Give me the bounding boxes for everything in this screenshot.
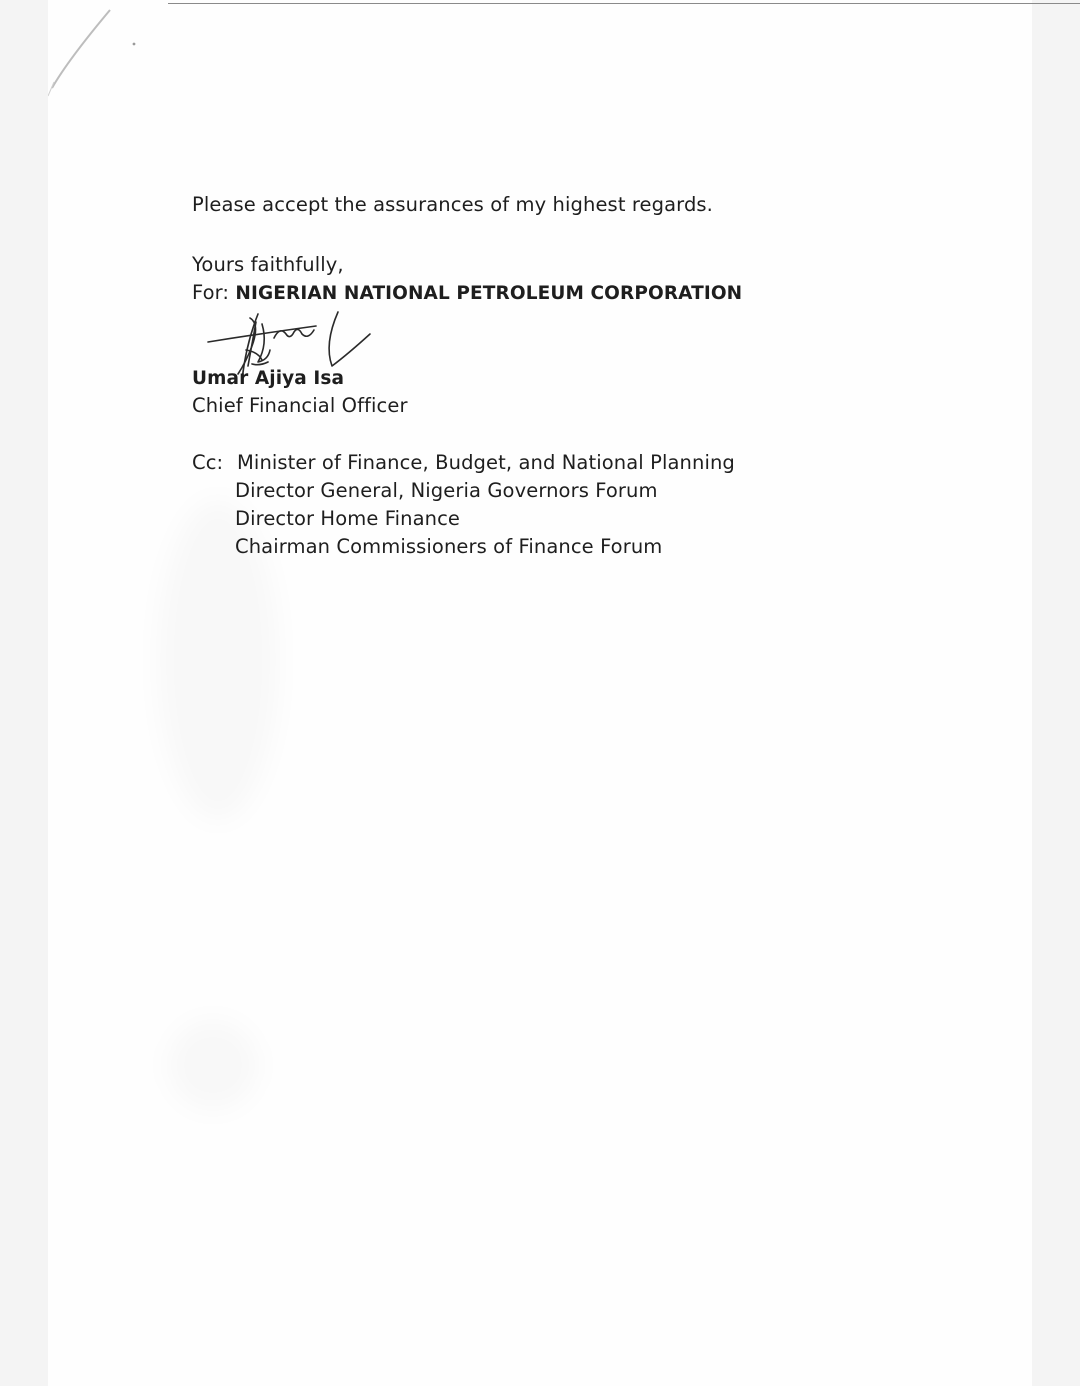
signatory-name: Umar Ajiya Isa <box>192 368 345 389</box>
top-border-line <box>168 3 1080 4</box>
organization-name: NIGERIAN NATIONAL PETROLEUM CORPORATION <box>235 283 743 304</box>
cc-recipient: Minister of Finance, Budget, and National Planning <box>237 451 735 474</box>
cc-recipient: Director General, Nigeria Governors Forum <box>235 479 658 502</box>
folded-corner-mark <box>48 0 268 140</box>
signatory-title: Chief Financial Officer <box>192 394 408 417</box>
paper-smudge <box>168 1020 258 1110</box>
cc-recipient: Chairman Commissioners of Finance Forum <box>235 535 663 558</box>
for-prefix: For: <box>192 281 230 304</box>
for-organization-line <box>192 281 742 306</box>
cc-recipient: Director Home Finance <box>235 507 461 530</box>
salutation-line: Yours faithfully, <box>192 253 344 276</box>
closing-line: Please accept the assurances of my highest regards. <box>192 193 713 216</box>
cc-label: Cc: <box>192 451 224 474</box>
